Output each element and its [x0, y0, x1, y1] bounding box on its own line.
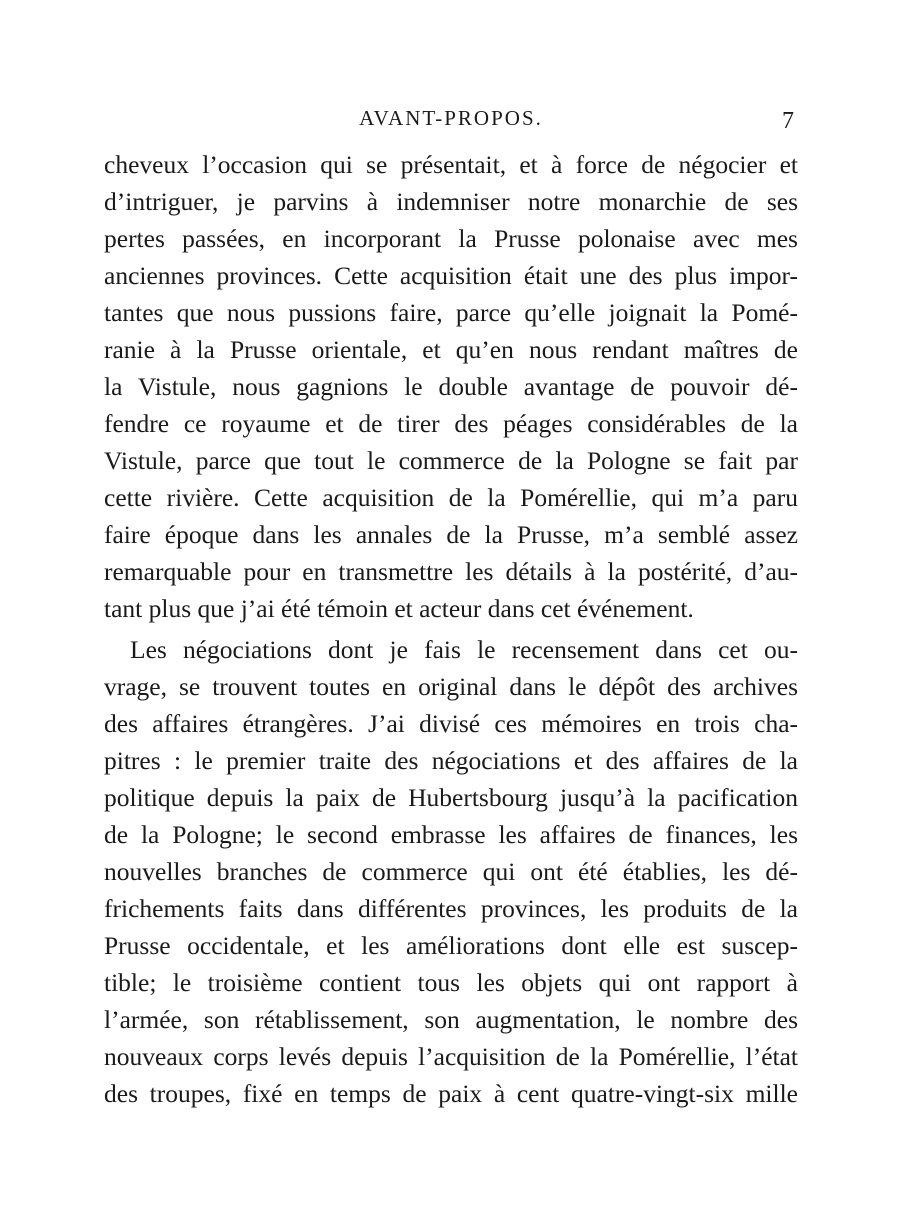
text-line: nouvelles branches de commerce qui ont été établies, les dé-	[104, 857, 798, 886]
text-line: anciennes provinces. Cette acquisition était une des plus impor-	[104, 261, 798, 290]
text-line: vrage, se trouvent toutes en original dans le dépôt des archives	[104, 672, 798, 701]
text-line: cheveux l’occasion qui se présentait, et à force de négocier et	[104, 150, 798, 179]
text-line: politique depuis la paix de Hubertsbourg jusqu’à la pacification	[104, 783, 798, 812]
text-line: pitres : le premier traite des négociations et des affaires de la	[104, 746, 798, 775]
text-line: des troupes, fixé en temps de paix à cent quatre-vingt-six mille	[104, 1079, 798, 1108]
paragraph-2	[104, 631, 798, 1112]
text-line: tantes que nous pussions faire, parce qu’elle joignait la Pomé-	[104, 298, 798, 327]
text-line: des affaires étrangères. J’ai divisé ces mémoires en trois cha-	[104, 709, 798, 738]
text-line: tible; le troisième contient tous les objets qui ont rapport à	[104, 968, 798, 997]
text-line: Vistule, parce que tout le commerce de la Pologne se fait par	[104, 446, 798, 475]
page-number: 7	[782, 108, 794, 134]
text-line: remarquable pour en transmettre les détails à la postérité, d’au-	[104, 557, 798, 586]
text-line: tant plus que j’ai été témoin et acteur dans cet événement.	[104, 594, 694, 623]
text-line: d’intriguer, je parvins à indemniser notre monarchie de ses	[104, 187, 798, 216]
text-line: la Vistule, nous gagnions le double avantage de pouvoir dé-	[104, 372, 798, 401]
paragraph-1	[104, 146, 798, 627]
text-line: nouveaux corps levés depuis l’acquisition de la Pomérellie, l’état	[104, 1042, 798, 1071]
text-line: pertes passées, en incorporant la Prusse polonaise avec mes	[104, 224, 798, 253]
body-text	[104, 146, 798, 1112]
text-line: Les négociations dont je fais le recensement dans cet ou-	[130, 635, 798, 664]
text-line: fendre ce royaume et de tirer des péages considérables de la	[104, 409, 798, 438]
running-head	[104, 104, 798, 138]
text-line: faire époque dans les annales de la Prusse, m’a semblé assez	[104, 520, 798, 549]
text-line: frichements faits dans différentes provinces, les produits de la	[104, 894, 798, 923]
text-line: l’armée, son rétablissement, son augmentation, le nombre des	[104, 1005, 798, 1034]
text-line: ranie à la Prusse orientale, et qu’en nous rendant maîtres de	[104, 335, 798, 364]
running-title: AVANT-PROPOS.	[359, 106, 543, 130]
text-line: de la Pologne; le second embrasse les affaires de finances, les	[104, 820, 798, 849]
text-line: Prusse occidentale, et les améliorations dont elle est suscep-	[104, 931, 798, 960]
text-line: cette rivière. Cette acquisition de la Pomérellie, qui m’a paru	[104, 483, 798, 512]
